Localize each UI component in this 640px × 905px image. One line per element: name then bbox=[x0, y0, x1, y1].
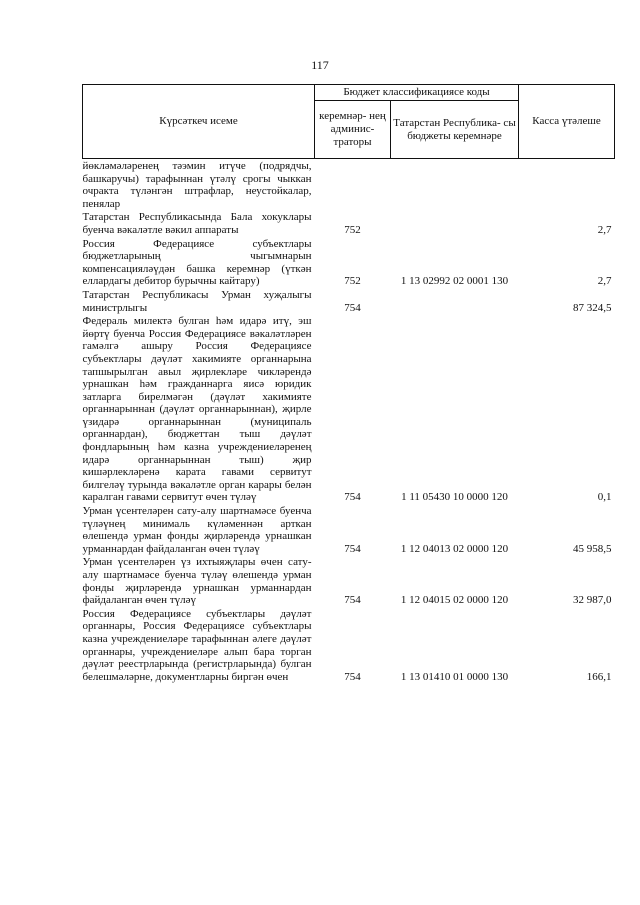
row-description: Россия Федерациясе субъектлары дәүләт органнары, Россия Федерациясе субъектлары казна учреждениеләре тарафыннан әлеге дәүләт органнары, учреждениеләре алып бара торган дәүләт реестрларында (регистрларында) булган белешмәләрне, документларны биргән өчен bbox=[82, 607, 312, 683]
row-description: йөкләмәләренең тәэмин итүче (подрядчы, башкаручы) тарафыннан үтәлү срогы чыккан очракта түләнгән штрафлар, неустойкалар, пенялар bbox=[82, 160, 312, 210]
header-indicator: Күрсәткеч исеме bbox=[83, 85, 315, 159]
header-budget-codes: Бюджет классификациясе коды bbox=[315, 85, 519, 101]
row-amount bbox=[519, 159, 615, 211]
row-admin: 752 bbox=[344, 223, 361, 236]
row-admin: 754 bbox=[344, 542, 361, 555]
page-number: 117 bbox=[311, 58, 329, 72]
row-code bbox=[391, 159, 519, 211]
row-description: Федераль милектә булган һәм идарә итү, эш йөртү буенча Россия Федерациясе вәкаләтләрен гамәлгә ашыру Россия Федерациясе субъектлары дәүләт хакимияте органнарына тапшырылган авыл җирлекләре чикләрендә урнашкан һәм гражданнарга яисә юридик затларга бирелмәгән (дәүләт хакимияте органнарыннан (дәүләт органнарыннан), җирле үзидарә органнарыннан (муниципаль органнардан), бюджеттан тыш дәүләт фондларының һәм казна учреждениеләренең идарә органнарыннан тыш) җир кишәрлекләренә карата гавами сервитут билгеләү турында вәкаләтле орган карары белән каралган гавами сервитут өчен түләү bbox=[82, 315, 312, 504]
table-row bbox=[83, 607, 615, 684]
row-description: Урман үсентеләрен сату-алу шартнамәсе буенча түләүнең минималь күләменнән арткан өлешендә урман фонды җирләрендә урнашкан урманнардан файдаланган өчен түләү bbox=[82, 505, 312, 555]
row-amount: 166,1 bbox=[586, 670, 612, 683]
table-row bbox=[83, 555, 615, 606]
row-description: Татарстан Республикасы Урман хуҗалыгы министрлыгы bbox=[82, 288, 312, 314]
header-cash: Касса үтәлеше bbox=[519, 85, 615, 159]
row-code: 1 12 04015 02 0000 120 bbox=[400, 594, 509, 607]
row-admin: 754 bbox=[344, 594, 361, 607]
row-admin: 752 bbox=[344, 275, 361, 288]
row-admin: 754 bbox=[344, 670, 361, 683]
row-amount: 2,7 bbox=[597, 275, 612, 288]
table-row bbox=[83, 314, 615, 504]
row-description: Россия Федерациясе субъектлары бюджетларының чыгымнарын компенсацияләүдән башка керемнәр (үткән еллардагы дебитор бурычны кайтару) bbox=[82, 237, 312, 288]
table-row bbox=[83, 237, 615, 288]
row-code bbox=[391, 288, 519, 314]
row-admin: 754 bbox=[344, 491, 361, 504]
row-code: 1 13 01410 01 0000 130 bbox=[400, 670, 509, 683]
row-amount: 0,1 bbox=[597, 491, 612, 504]
row-admin: 754 bbox=[344, 301, 361, 314]
row-amount: 45 958,5 bbox=[573, 542, 612, 555]
row-code: 1 11 05430 10 0000 120 bbox=[401, 491, 508, 504]
row-description: Татарстан Республикасында Бала хокуклары буенча вәкаләтле вәкил аппараты bbox=[82, 211, 312, 236]
header-admin: керемнәр- нең админис- траторы bbox=[315, 101, 391, 159]
row-admin bbox=[315, 159, 391, 211]
table-row bbox=[83, 288, 615, 314]
table-row bbox=[83, 159, 615, 211]
row-code: 1 13 02992 02 0001 130 bbox=[400, 275, 509, 288]
table-row bbox=[83, 210, 615, 236]
header-revenue: Татарстан Республика- сы бюджеты керемнәре bbox=[391, 101, 519, 159]
row-amount: 32 987,0 bbox=[573, 594, 612, 607]
revenue-table bbox=[82, 84, 615, 683]
table-row bbox=[83, 504, 615, 555]
row-code bbox=[391, 210, 519, 236]
row-amount: 87 324,5 bbox=[573, 301, 612, 314]
row-code: 1 12 04013 02 0000 120 bbox=[400, 542, 509, 555]
row-description: Урман үсентеләрен үз ихтыяҗлары өчен сату-алу шартнамәсе буенча түләү өлешендә урман фонды җирләрендә урнашкан урманнардан файдаланган өчен түләү bbox=[82, 556, 312, 607]
row-amount: 2,7 bbox=[597, 223, 612, 236]
